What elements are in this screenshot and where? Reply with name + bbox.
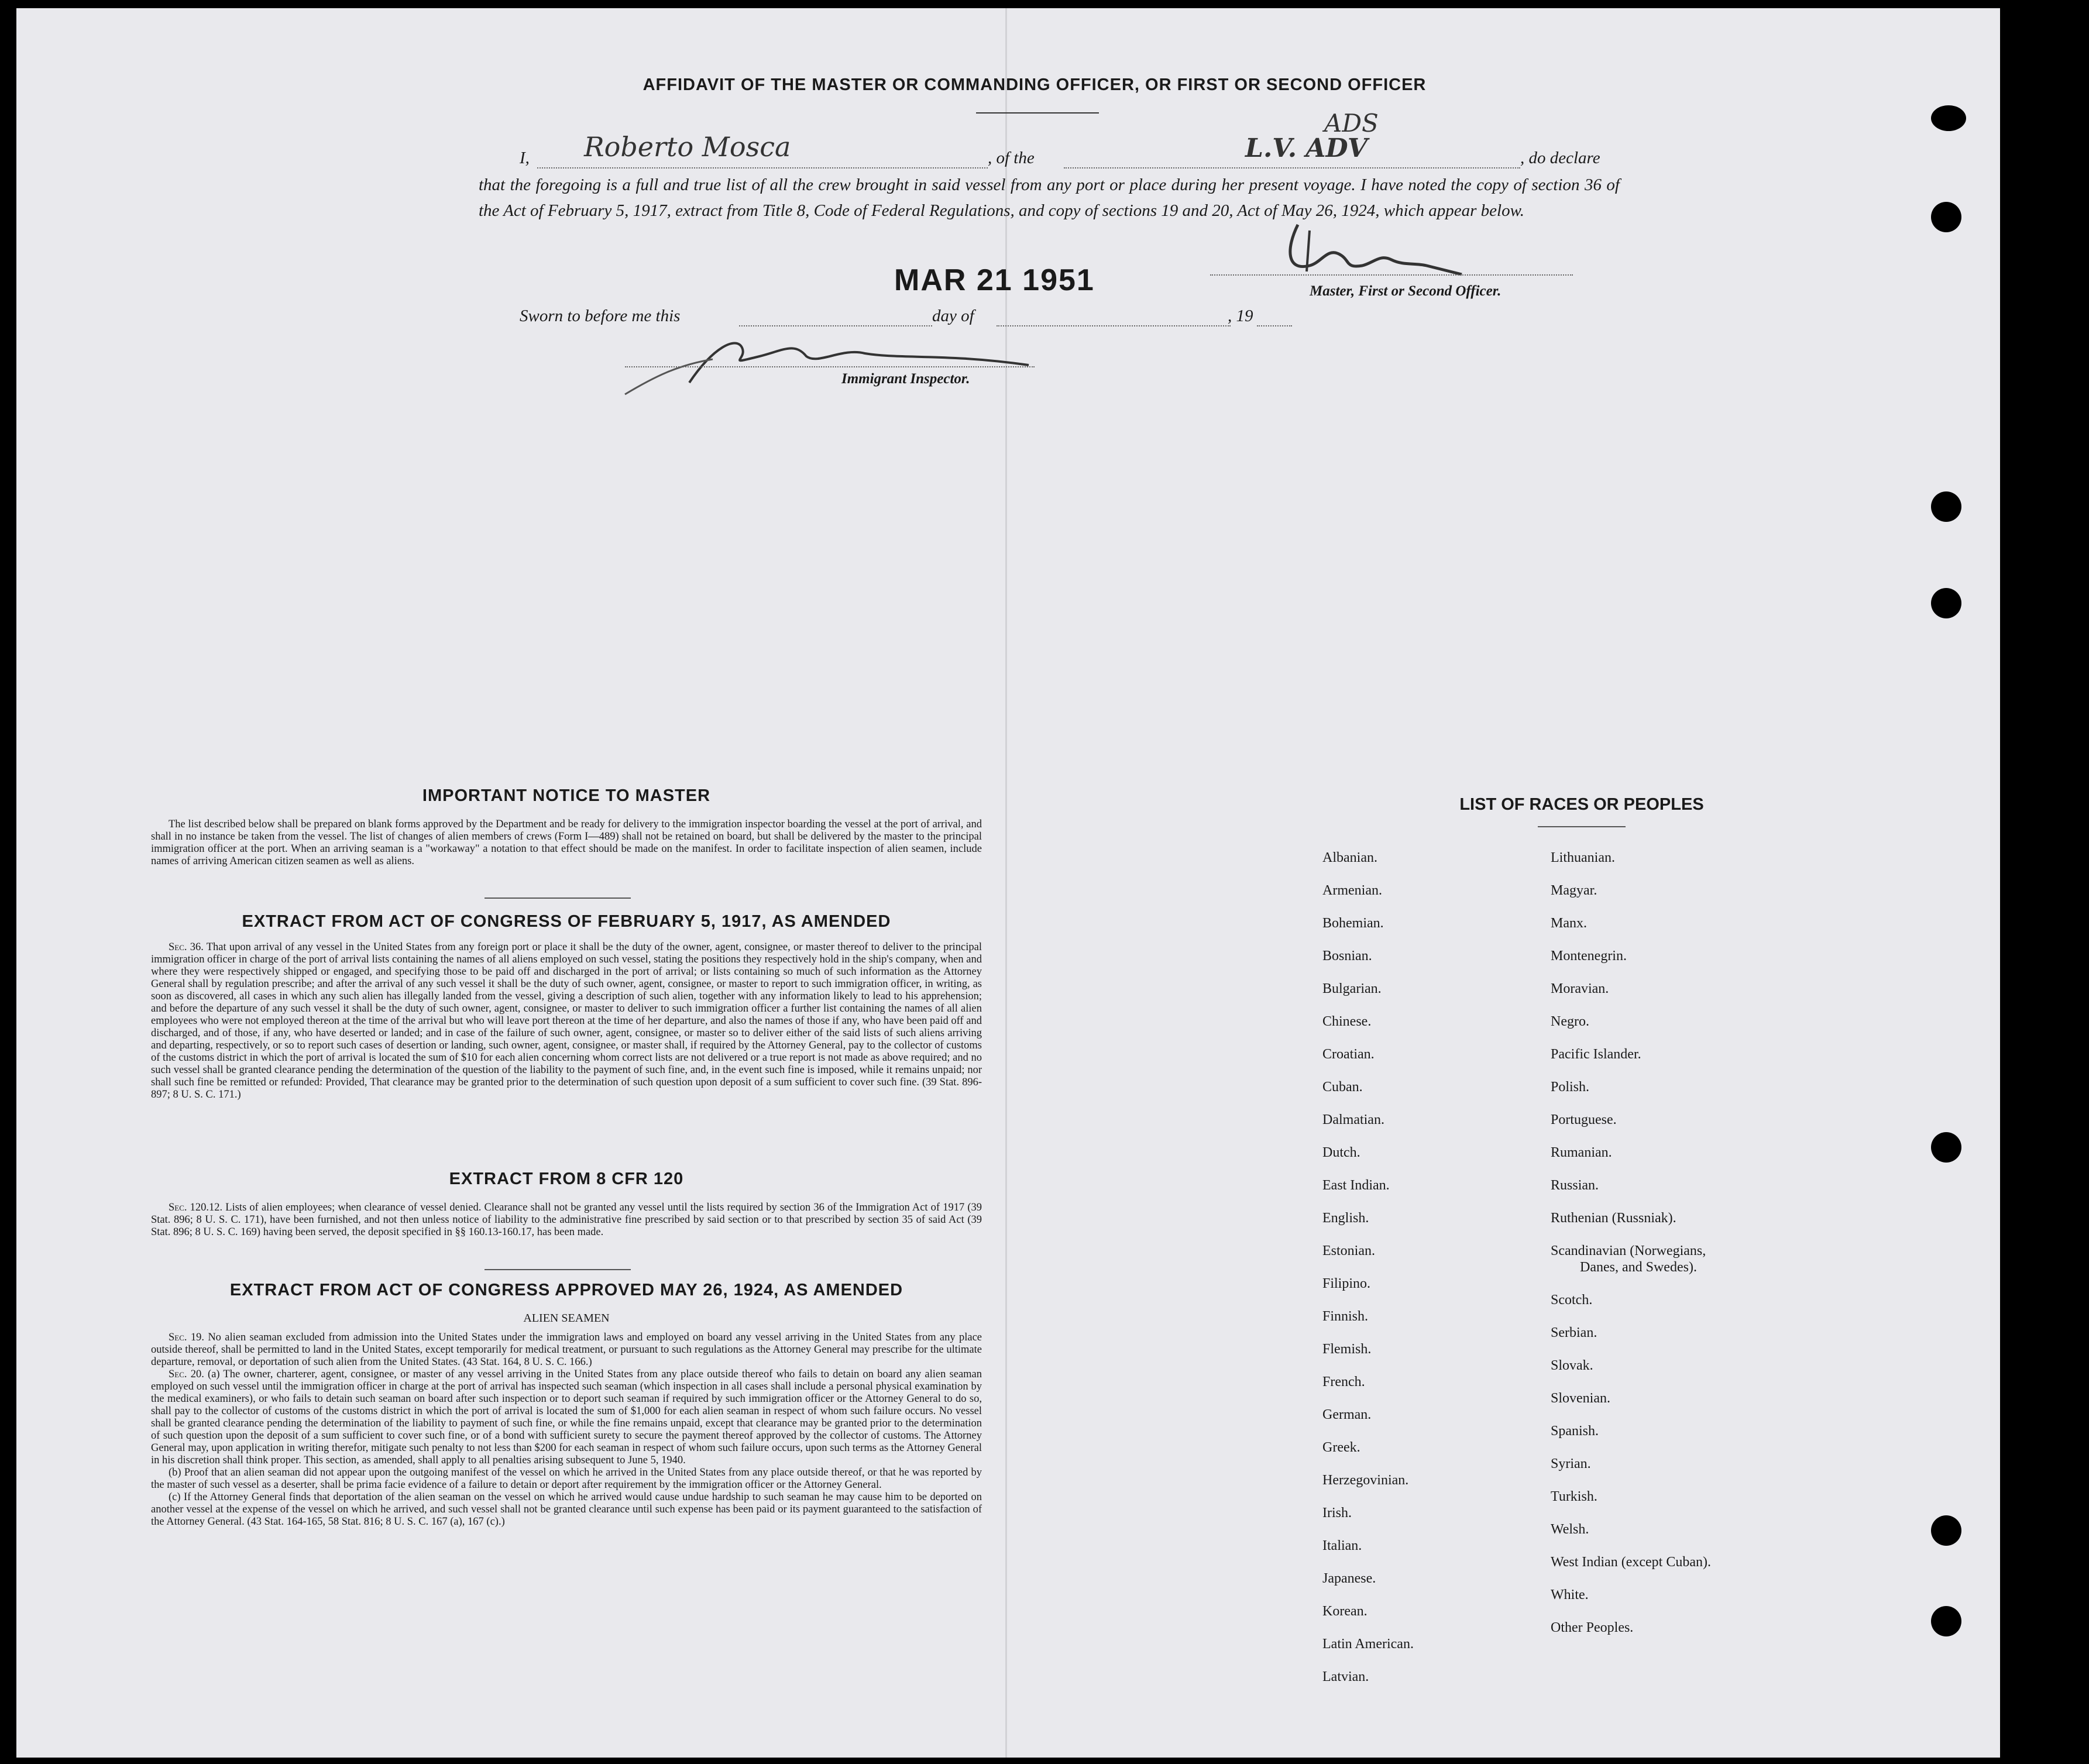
race-item: Lithuanian. <box>1551 850 1615 865</box>
binder-hole <box>1931 202 1961 232</box>
master-signature <box>1274 213 1468 283</box>
binder-hole <box>1931 1606 1961 1636</box>
race-item: Greek. <box>1322 1440 1360 1455</box>
master-label: Master, First or Second Officer. <box>1310 283 1502 299</box>
race-item: Bosnian. <box>1322 948 1372 964</box>
binder-hole <box>1931 105 1966 131</box>
race-item: Albanian. <box>1322 850 1377 865</box>
title-divider <box>976 112 1099 114</box>
race-item: Turkish. <box>1551 1489 1597 1504</box>
race-item: German. <box>1322 1407 1372 1422</box>
vessel-correction: ADS <box>1324 109 1379 137</box>
race-item: Estonian. <box>1322 1243 1375 1258</box>
race-item: Finnish. <box>1322 1309 1369 1324</box>
race-item: Slovenian. <box>1551 1391 1610 1406</box>
binder-hole <box>1931 588 1961 618</box>
affidavit-title: AFFIDAVIT OF THE MASTER OR COMMANDING OFFICER, OR FIRST OR SECOND OFFICER <box>642 75 1427 94</box>
race-item: Bohemian. <box>1322 916 1384 931</box>
of-the-label: , of the <box>988 149 1035 167</box>
race-item: Latvian. <box>1322 1669 1369 1684</box>
race-item: Welsh. <box>1551 1522 1589 1537</box>
race-item: Bulgarian. <box>1322 981 1382 996</box>
race-item: Spanish. <box>1551 1423 1599 1439</box>
race-item: Scandinavian (Norwegians, <box>1551 1243 1706 1258</box>
race-item: Magyar. <box>1551 883 1597 898</box>
race-item: Montenegrin. <box>1551 948 1627 964</box>
race-item: Russian. <box>1551 1178 1599 1193</box>
inspector-signature <box>619 324 1046 400</box>
extract-1924-title: EXTRACT FROM ACT OF CONGRESS APPROVED MAY 26, 1924, AS AMENDED <box>229 1281 903 1299</box>
race-item: Armenian. <box>1322 883 1382 898</box>
race-item: Korean. <box>1322 1604 1368 1619</box>
race-item: Manx. <box>1551 916 1587 931</box>
race-item: Latin American. <box>1322 1636 1414 1652</box>
race-item: White. <box>1551 1587 1589 1603</box>
notice-body: The list described below shall be prepared on blank forms approved by the Department and be ready for delivery to the immigration inspector boarding the vessel at the port of arrival, and shall in no instance be taken from the vessel. The list of changes of alien members of crews (Form I—489) shall not be retained on board, but shall be delivered by the master to the principal immigration officer at the port. When an arriving seaman is a "workaway" a notation to that effect should be made on the manifest. In order to facilitate inspection of alien seamen, include names of arriving American citizen seamen as well as aliens. <box>151 819 982 867</box>
race-item: Italian. <box>1322 1538 1362 1553</box>
extract-1917-title: EXTRACT FROM ACT OF CONGRESS OF FEBRUARY 5, 1917, AS AMENDED <box>242 912 891 931</box>
race-item: Moravian. <box>1551 981 1609 996</box>
binder-hole <box>1931 1515 1961 1546</box>
binder-hole <box>1931 491 1961 522</box>
race-item: Slovak. <box>1551 1358 1593 1373</box>
extract-1917-body: Sec. 36. That upon arrival of any vessel in the United States from any foreign port or place it shall be the duty of the owner, agent, consignee, or master thereof to deliver to the principal immigration officer in charge of the port of arrival lists containing the names of all aliens employed on such vessel, stating the positions they respectively hold in the ship's company, when and where they were respectively shipped or engaged, and specifying those to be paid off and discharged in the port of arrival; or lists containing so much of such information as the Attorney General shall by regulation prescribe; and after the arrival of any such vessel it shall be the duty of such owner, agent, consignee, or master to report to such immigration officer, in writing, as soon as discovered, all cases in which any such alien has illegally landed from the vessel, giving a description of such alien, together with any information likely to lead to his apprehension; and before the departure of any such vessel it shall be the duty of such owner, agent, consignee, or master to deliver to such immigration officer a further list containing the names of all alien employees who were not employed thereon at the time of the arrival but who will leave port thereon at the time of her departure, and also the names of those if any, who have been paid off and discharged, and of those, if any, who have deserted or landed; and in case of the failure of such owner, agent, consignee, or master so to deliver either of the said lists of such aliens arriving and departing, respectively, or so to report such cases of desertion or landing, such owner, agent, consignee, or master shall, if required by the Attorney General, pay to the collector of customs of the customs district in which the port of arrival is located the sum of $10 for each alien concerning whom correct lists are not delivered or a true report is not made as above required; and no such vessel shall be granted clearance pending the determination of the question of the liability to the payment of such fine, and, in the event such fine is imposed, while it remains unpaid; nor shall such fine be remitted or refunded: Provided, That clearance may be granted prior to the determination of such question upon deposit of a sum sufficient to cover such fine. (39 Stat. 896-897; 8 U. S. C. 171.) <box>151 941 982 1101</box>
race-item: Syrian. <box>1551 1456 1591 1471</box>
race-item: West Indian (except Cuban). <box>1551 1555 1711 1570</box>
extract-cfr-title: EXTRACT FROM 8 CFR 120 <box>449 1170 684 1188</box>
declaration-body: that the foregoing is a full and true list of all the crew brought in said vessel from any port or place during her present voyage. I have noted the copy of section 36 of the Act of February 5, 1917, extract from Title 8, Code of Federal Regulations, and copy of sections 19 and 20, Act of May 26, 1924, which appear below. <box>479 176 1620 220</box>
race-item: Dalmatian. <box>1322 1112 1384 1127</box>
declarant-name: Roberto Mosca <box>584 131 791 163</box>
race-item: Rumanian. <box>1551 1145 1612 1160</box>
date-stamp: MAR 21 1951 <box>894 263 1095 297</box>
race-item: Serbian. <box>1551 1325 1597 1340</box>
race-item: Dutch. <box>1322 1145 1360 1160</box>
declarant-prefix: I, <box>520 149 530 167</box>
race-item: Japanese. <box>1322 1571 1376 1586</box>
affidavit-page <box>16 8 2000 1758</box>
race-item: Croatian. <box>1322 1047 1375 1062</box>
race-item: Herzegovinian. <box>1322 1473 1409 1488</box>
race-item: Danes, and Swedes). <box>1580 1260 1697 1275</box>
race-item: Polish. <box>1551 1079 1590 1095</box>
year-prefix: , 19 <box>1228 307 1253 325</box>
race-item: Negro. <box>1551 1014 1589 1029</box>
race-item: French. <box>1322 1374 1365 1390</box>
race-item: Scotch. <box>1551 1292 1593 1308</box>
races-title: LIST OF RACES OR PEOPLES <box>1459 795 1704 814</box>
vessel-name: L.V. ADV <box>1245 133 1368 163</box>
binder-hole <box>1931 1132 1961 1163</box>
race-item: Cuban. <box>1322 1079 1363 1095</box>
race-item: Other Peoples. <box>1551 1620 1634 1635</box>
race-item: East Indian. <box>1322 1178 1390 1193</box>
extract-1924-body: Sec. 19. No alien seaman excluded from admission into the United States under the immigration laws and employed on board any vessel arriving in the United States from any place outside thereof, shall be permitted to land in the United States, except temporarily for medical treatment, or pursuant to such regulations as the Attorney General may prescribe for the ultimate departure, removal, or deportation of such alien from the United States. (43 Stat. 164, 8 U. S. C. 166.) Sec. 20. (a) The owner, charterer, agent, consignee, or master of any vessel arriving in the United States from any place outside thereof who fails to detain on board any alien seaman employed on such vessel until the immigration officer in charge at the port of arrival has inspected such seaman (which inspection in all cases shall include a personal physical examination by the medical examiners), or who fails to detain such seaman on board after such inspection or to deport such seaman if required by such immigration officer or the Attorney General to do so, shall pay to the collector of customs of the customs district in which the port of arrival is located the sum of $1,000 for each alien seaman in respect of whom such failure occurs. No vessel shall be granted clearance pending the determination of the liability to payment of such fine, or while the fine remains unpaid, except that clearance may be granted prior to the determination of such question upon the deposit of a sum sufficient to cover such fine, or of a bond with sufficient surety to secure the payment thereof approved by the collector of customs. The Attorney General may, upon application in writing therefor, mitigate such penalty to not less than $200 for each seaman in respect of whom such failure occurs, upon such terms as the Attorney General in his discretion shall think proper. This section, as amended, shall apply to all penalties arising subsequent to June 5, 1940. (b) Proof that an alien seaman did not appear upon the outgoing manifest of the vessel on which he arrived in the United States from any place outside thereof, or that he was reported by the master of such vessel as a deserter, shall be prima facie evidence of a failure to detain or deport after requirement by the immigration officer or the Attorney General. (c) If the Attorney General finds that deportation of the alien seaman on the vessel on which he arrived would cause undue hardship to such seaman he may cause him to be deported on another vessel at the expense of the vessel on which he arrived, and such vessel shall not be granted clearance until such expense has been paid or its payment guaranteed to the satisfaction of the Attorney General. (43 Stat. 164-165, 58 Stat. 816; 8 U. S. C. 167 (a), 167 (c).) <box>151 1332 982 1528</box>
race-item: Chinese. <box>1322 1014 1372 1029</box>
race-item: Filipino. <box>1322 1276 1371 1291</box>
races-column-1 <box>1322 850 1414 1701</box>
do-declare-label: , do declare <box>1520 149 1600 167</box>
race-item: English. <box>1322 1211 1369 1226</box>
race-item: Irish. <box>1322 1505 1352 1521</box>
race-item: Pacific Islander. <box>1551 1047 1641 1062</box>
race-item: Flemish. <box>1322 1342 1372 1357</box>
race-item: Ruthenian (Russniak). <box>1551 1211 1676 1226</box>
alien-seamen-subtitle: ALIEN SEAMEN <box>523 1312 610 1325</box>
extract-cfr-body: Sec. 120.12. Lists of alien employees; when clearance of vessel denied. Clearance shall not be granted any vessel until the lists required by section 36 of the Immigration Act of 1917 (39 Stat. 896; 8 U. S. C. 171), have been furnished, and not then unless notice of liability to the administrative fine prescribed by said section or to that prescribed by section 35 of said Act (39 Stat. 896; 8 U. S. C. 169) having been served, the deposit specified in §§ 160.13-160.17, has been made. <box>151 1202 982 1238</box>
inspector-label: Immigrant Inspector. <box>841 371 970 387</box>
notice-title: IMPORTANT NOTICE TO MASTER <box>422 786 711 805</box>
sworn-prefix: Sworn to before me this <box>520 307 681 325</box>
race-item: Portuguese. <box>1551 1112 1617 1127</box>
races-column-2 <box>1551 850 1711 1652</box>
day-of-label: day of <box>932 307 974 325</box>
